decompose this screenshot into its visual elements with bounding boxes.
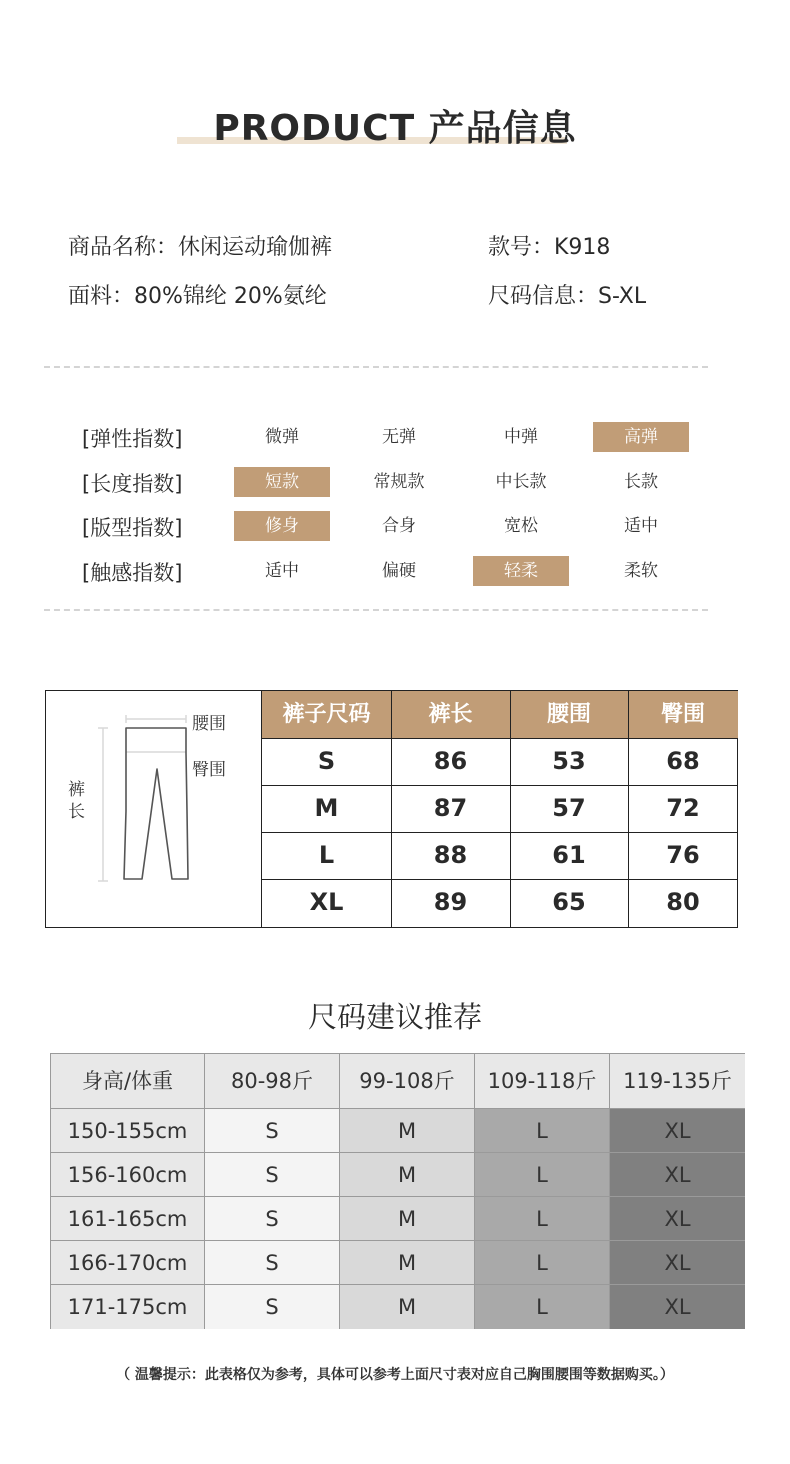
recommend-cell: S (205, 1197, 340, 1241)
size-table-cell: 61 (552, 841, 586, 869)
waist-label: 腰围 (192, 714, 226, 734)
recommend-cell: L (475, 1241, 610, 1285)
index-label: [触感指数] (82, 561, 183, 585)
hip-label: 臀围 (192, 760, 226, 780)
size-table-cell: M (314, 794, 339, 822)
tip-note: （ 温馨提示：此表格仅为参考，具体可以参考上面尺寸表对应自己胸围腰围等数据购买。） (116, 1367, 674, 1383)
size-table-cell: XL (309, 888, 344, 916)
recommend-header: 119-135斤 (610, 1054, 745, 1109)
index-option: 长款 (624, 472, 658, 492)
recommend-cell: M (340, 1241, 475, 1285)
recommend-row-label: 161-165cm (51, 1197, 205, 1241)
recommend-cell: XL (610, 1153, 745, 1197)
pants-figure (46, 691, 262, 927)
index-option-active: 轻柔 (473, 556, 569, 586)
size-table-cell: S (317, 747, 336, 775)
recommend-header: 109-118斤 (475, 1054, 610, 1109)
recommend-cell: L (475, 1153, 610, 1197)
index-option: 适中 (624, 516, 658, 536)
recommend-cell: XL (610, 1285, 745, 1329)
recommend-cell: M (340, 1197, 475, 1241)
index-option: 无弹 (382, 427, 416, 447)
table-grid-line (262, 832, 738, 833)
recommend-cell: XL (610, 1241, 745, 1285)
recommend-title: 尺码建议推荐 (307, 1000, 482, 1034)
index-option-active: 短款 (234, 467, 330, 497)
size-table-cell: 65 (552, 888, 586, 916)
index-option: 偏硬 (382, 561, 416, 581)
recommend-cell: S (205, 1241, 340, 1285)
size-table-cell: 53 (552, 747, 586, 775)
recommend-header: 99-108斤 (340, 1054, 475, 1109)
index-option: 中弹 (504, 427, 538, 447)
index-option: 宽松 (504, 516, 538, 536)
index-label: [弹性指数] (82, 427, 183, 451)
size-table-cell: 68 (666, 747, 700, 775)
size-table-cell: 89 (433, 888, 468, 916)
recommend-cell: L (475, 1109, 610, 1153)
recommend-cell: S (205, 1109, 340, 1153)
index-option: 微弹 (265, 427, 299, 447)
table-grid-line (510, 691, 511, 927)
recommend-cell: S (205, 1285, 340, 1329)
recommend-cell: S (205, 1153, 340, 1197)
recommend-header: 80-98斤 (205, 1054, 340, 1109)
size-table-cell: L (318, 841, 335, 869)
recommend-cell: L (475, 1285, 610, 1329)
index-option-active: 高弹 (593, 422, 689, 452)
recommend-cell: XL (610, 1109, 745, 1153)
length-label: 裤长 (68, 780, 85, 822)
divider (44, 609, 708, 611)
recommend-row-label: 156-160cm (51, 1153, 205, 1197)
product-sku: 款号：K918 (488, 235, 611, 260)
divider (44, 366, 708, 368)
recommend-cell: M (340, 1285, 475, 1329)
size-table-cell: 57 (552, 794, 586, 822)
index-option: 中长款 (495, 472, 547, 492)
size-table-header: 臀围 (628, 691, 738, 738)
table-grid-line (391, 691, 392, 927)
index-label: [长度指数] (82, 472, 183, 496)
recommend-cell: XL (610, 1197, 745, 1241)
size-table-header: 腰围 (510, 691, 628, 738)
product-size-range: 尺码信息：S-XL (488, 284, 647, 309)
index-label: [版型指数] (82, 516, 183, 540)
index-option: 适中 (265, 561, 299, 581)
size-table-cell: 88 (433, 841, 468, 869)
recommend-cell: M (340, 1153, 475, 1197)
index-option: 常规款 (373, 472, 425, 492)
table-grid-line (262, 879, 738, 880)
size-table-cell: 76 (666, 841, 700, 869)
recommend-cell: M (340, 1109, 475, 1153)
size-table-header: 裤长 (391, 691, 510, 738)
size-table-cell: 80 (666, 888, 700, 916)
recommend-table (50, 1053, 745, 1329)
recommend-row-label: 171-175cm (51, 1285, 205, 1329)
recommend-cell: L (475, 1197, 610, 1241)
page-title: PRODUCT 产品信息 (213, 108, 577, 149)
index-option: 合身 (382, 516, 416, 536)
index-option-active: 修身 (234, 511, 330, 541)
size-table-cell: 87 (433, 794, 468, 822)
product-name: 商品名称：休闲运动瑜伽裤 (68, 235, 333, 260)
table-grid-line (628, 691, 629, 927)
recommend-row-label: 166-170cm (51, 1241, 205, 1285)
table-grid-line (262, 738, 738, 739)
recommend-row-label: 150-155cm (51, 1109, 205, 1153)
size-table (45, 690, 738, 928)
size-table-cell: 72 (666, 794, 700, 822)
product-fabric: 面料：80%锦纶 20%氨纶 (68, 284, 327, 309)
index-option: 柔软 (624, 561, 658, 581)
recommend-header: 身高/体重 (51, 1054, 205, 1109)
size-table-header: 裤子尺码 (262, 691, 391, 738)
size-table-cell: 86 (433, 747, 468, 775)
table-grid-line (262, 785, 738, 786)
